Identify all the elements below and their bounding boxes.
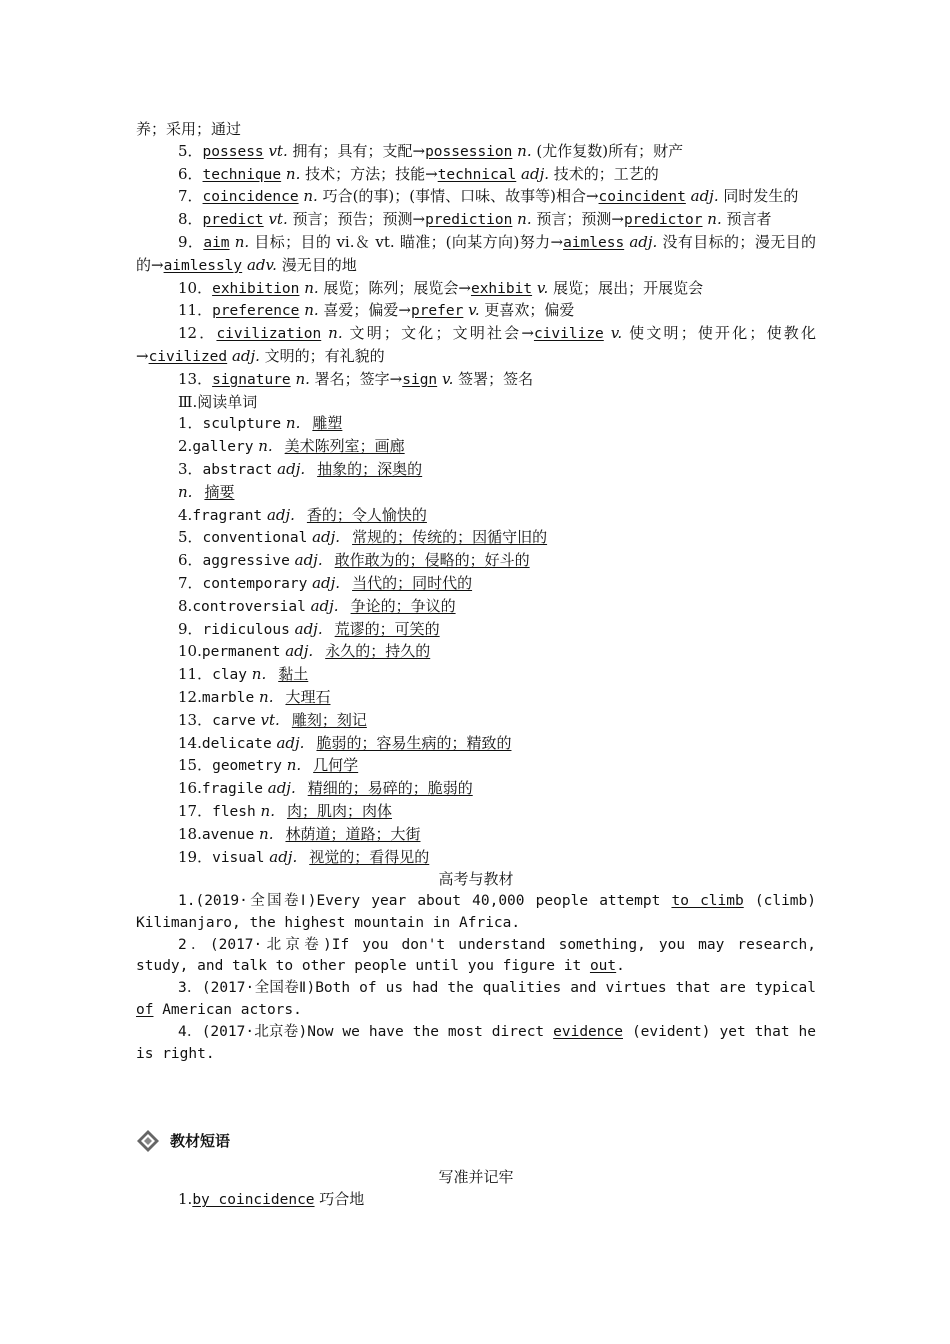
item-number: 11． (178, 665, 213, 684)
reading-answer: 精细的；易碎的；脆弱的 (307, 779, 473, 798)
reading-word: visual (212, 849, 265, 866)
question-text: (climb) Kilimanjaro, the highest mountain in Africa. (136, 893, 816, 931)
reading-word: abstract (202, 461, 273, 478)
part-of-speech: adj. (277, 459, 306, 478)
item-number: 14. (178, 733, 202, 752)
vocab-word: possess (202, 143, 264, 160)
reading-answer: 黏土 (278, 665, 309, 684)
question-text: American actors. (153, 1002, 302, 1019)
gaokao-question (136, 891, 816, 935)
vocab-item: 13．signature n. 署名；签字→sign v. 签署；签名 (178, 369, 534, 388)
item-number: 10. (178, 642, 202, 661)
reading-answer: 荒谬的；可笑的 (334, 619, 440, 638)
reading-word-item (136, 687, 816, 710)
item-number: 2. (178, 437, 193, 456)
reading-word: avenue (201, 826, 255, 843)
part-of-speech: n. (258, 437, 273, 456)
reading-word-item (136, 847, 816, 870)
reading-word-item (136, 596, 816, 619)
vocab-item: 12．civilization n. 文明；文化；文明社会→civilize v. 使文明；使开化；使教化→civilized adj. 文明的；有礼貌的 (136, 324, 816, 365)
part-of-speech: adj. (294, 551, 323, 570)
item-number: 13． (178, 710, 213, 729)
item-number: 8. (178, 596, 193, 615)
item-number: 19． (178, 847, 213, 866)
reading-word-item (136, 824, 816, 847)
vocab-item: 11．preference n. 喜爱；偏爱→prefer v. 更喜欢；偏爱 (178, 301, 575, 320)
part-of-speech: adj. (276, 733, 305, 752)
reading-word-item (136, 755, 816, 778)
reading-word: sculpture (202, 416, 282, 433)
item-number: 3． (178, 459, 203, 478)
phrase-definition: 巧合地 (314, 1190, 365, 1209)
vocab-item: 7．coincidence n. 巧合(的事)；(事情、口味、故事等)相合→coincident adj. 同时发生的 (178, 187, 799, 206)
item-number: 18. (178, 824, 202, 843)
question-answer: out (589, 958, 617, 975)
part-of-speech: adj. (294, 619, 323, 638)
reading-answer: 敢作敢为的；侵略的；好斗的 (334, 551, 530, 570)
item-number: 17． (178, 801, 213, 820)
phrase-list (136, 1189, 816, 1212)
reading-word: ridiculous (202, 621, 290, 638)
derived-word: aimlessly (163, 257, 243, 274)
vocab-word: signature (212, 371, 291, 388)
question-text: 1.(2019·全国卷Ⅰ)Every year about 40,000 people attempt (178, 893, 672, 910)
reading-answer: 抽象的；深奥的 (317, 459, 423, 478)
reading-answer: 林荫道；道路；大街 (285, 824, 421, 843)
vocab-word: technique (202, 166, 282, 183)
part-of-speech: n. (251, 665, 267, 684)
reading-word: marble (201, 689, 255, 706)
section-title: 教材短语 (170, 1131, 231, 1150)
derived-word: coincident (598, 189, 686, 206)
item-number: 16. (178, 779, 202, 798)
derived-word: predictor (623, 212, 703, 229)
part-of-speech: n. (259, 687, 274, 706)
item-number: 7． (178, 573, 203, 592)
reading-word-item (136, 436, 816, 459)
item-number: 15． (178, 756, 213, 775)
gaokao-section-title: 高考与教材 (438, 870, 514, 889)
derived-word: exhibit (470, 280, 533, 297)
vocab-item: 6．technique n. 技术；方法；技能→technical adj. 技术的；工艺的 (178, 164, 659, 183)
reading-word: clay (212, 667, 248, 684)
vocab-word: aim (203, 234, 230, 251)
reading-word: aggressive (202, 553, 290, 570)
reading-word-item (136, 459, 816, 482)
part-of-speech: adj. (269, 847, 298, 866)
reading-answer: 肉；肌肉；肉体 (286, 801, 392, 820)
vocab-word: predict (202, 212, 264, 229)
reading-word-item (136, 710, 816, 733)
reading-word: flesh (212, 803, 256, 820)
section-header (136, 1129, 816, 1153)
reading-word: geometry (212, 758, 282, 775)
question-answer: of (136, 1002, 154, 1019)
reading-word: gallery (192, 439, 254, 456)
item-number: 6． (178, 551, 203, 570)
reading-word: delicate (201, 735, 272, 752)
reading-word-item (136, 505, 816, 528)
part-of-speech: adj. (266, 505, 295, 524)
reading-word-item (136, 413, 816, 436)
gaokao-question-list (136, 891, 816, 1065)
reading-answer: 常规的；传统的；因循守旧的 (352, 528, 548, 547)
item-number: 9． (178, 619, 203, 638)
question-answer: to climb (671, 893, 744, 910)
part-of-speech: n. (286, 756, 302, 775)
reading-word: permanent (201, 644, 281, 661)
part-of-speech: n. (260, 801, 275, 820)
derived-word: technical (437, 166, 517, 183)
derived-word: aimless (563, 234, 625, 251)
continuation-line: 养；采用；通过 (136, 120, 242, 138)
reading-answer: 美术陈列室；画廊 (284, 437, 405, 456)
part-of-speech: n. (178, 482, 193, 501)
vocab-item: 8．predict vt. 预言；预告；预测→prediction n. 预言；预测→predictor n. 预言者 (178, 210, 772, 229)
reading-answer: 几何学 (313, 756, 359, 775)
gaokao-question (136, 1022, 816, 1066)
reading-answer: 永久的；持久的 (325, 642, 431, 661)
reading-word-item (136, 733, 816, 756)
reading-answer: 争论的；争议的 (350, 596, 456, 615)
question-text: 3．(2017·全国卷Ⅱ)Both of us had the qualities and virtues that are typical (178, 980, 816, 997)
part-of-speech: adj. (310, 596, 339, 615)
reading-word-item (136, 641, 816, 664)
question-text: . (616, 958, 625, 975)
derived-word: civilized (148, 348, 228, 365)
vocab-word: civilization (216, 326, 322, 343)
reading-word: controversial (192, 598, 306, 615)
reading-answer: 脆弱的；容易生病的；精致的 (316, 733, 512, 752)
reading-word: fragrant (192, 507, 263, 524)
reading-answer: 香的；令人愉快的 (306, 505, 427, 524)
gaokao-question (136, 978, 816, 1022)
reading-word-item (136, 527, 816, 550)
derived-word: sign (402, 371, 438, 388)
vocab-item: 5．possess vt. 拥有；具有；支配→possession n. (尤作复数)所有；财产 (178, 141, 684, 160)
reading-answer: 当代的；同时代的 (352, 573, 473, 592)
reading-word: fragile (201, 781, 263, 798)
reading-answer: 视觉的；看得见的 (309, 847, 430, 866)
gaokao-question (136, 935, 816, 979)
item-number: 12. (178, 687, 202, 706)
reading-answer: 大理石 (285, 687, 331, 706)
reading-word-item (136, 573, 816, 596)
vocab-word: preference (212, 303, 300, 320)
phrase-text: by coincidence (192, 1192, 315, 1209)
question-text: (evident) yet that he is right. (136, 1023, 816, 1062)
vocab-item: 10．exhibition n. 展览；陈列；展览会→exhibit v. 展览；展出；开展览会 (178, 278, 704, 297)
reading-word: contemporary (202, 575, 308, 592)
document-page (136, 119, 816, 1212)
reading-word-item (136, 778, 816, 801)
item-number: 4. (178, 505, 193, 524)
reading-word-item (136, 801, 816, 824)
reading-word-list (136, 413, 816, 869)
derived-word: possession (425, 143, 513, 160)
derived-word: prediction (425, 212, 513, 229)
reading-answer: 雕塑 (312, 414, 343, 433)
reading-section-title: Ⅲ.阅读单词 (178, 392, 258, 411)
part-of-speech: adj. (312, 528, 341, 547)
part-of-speech: adj. (267, 779, 296, 798)
vocab-word: coincidence (202, 189, 299, 206)
item-number: 1． (178, 414, 203, 433)
derived-word: civilize (533, 326, 604, 343)
part-of-speech: adj. (285, 642, 314, 661)
reading-word: conventional (202, 530, 308, 547)
part-of-speech: n. (285, 414, 301, 433)
question-answer: evidence (553, 1023, 623, 1040)
question-text: 4．(2017·北京卷)Now we have the most direct (178, 1023, 554, 1040)
reading-answer: 摘要 (204, 482, 235, 501)
phrase-section-title: 写准并记牢 (438, 1168, 514, 1187)
part-of-speech: n. (259, 824, 274, 843)
vocab-item: 9．aim n. 目标；目的 vi.＆ vt. 瞄准；(向某方向)努力→aimless adj. 没有目标的；漫无目的的→aimlessly adv. 漫无目的地 (136, 232, 817, 274)
phrase-item (136, 1189, 816, 1212)
reading-word-item (136, 550, 816, 573)
part-of-speech: adj. (312, 573, 341, 592)
diamond-icon (136, 1129, 162, 1153)
item-number: 1. (178, 1190, 193, 1209)
item-number: 5． (178, 528, 203, 547)
part-of-speech: vt. (260, 710, 280, 729)
question-text: 2．(2017·北京卷)If you don't understand something, you may research, study, and talk to other people until you figure it (136, 936, 816, 975)
reading-word-item (136, 664, 816, 687)
derived-word: prefer (410, 303, 464, 320)
reading-word-item (136, 619, 816, 642)
reading-answer: 雕刻；刻记 (291, 710, 367, 729)
vocab-word: exhibition (212, 280, 300, 297)
reading-word: carve (212, 712, 256, 729)
reading-word-item (136, 482, 816, 505)
